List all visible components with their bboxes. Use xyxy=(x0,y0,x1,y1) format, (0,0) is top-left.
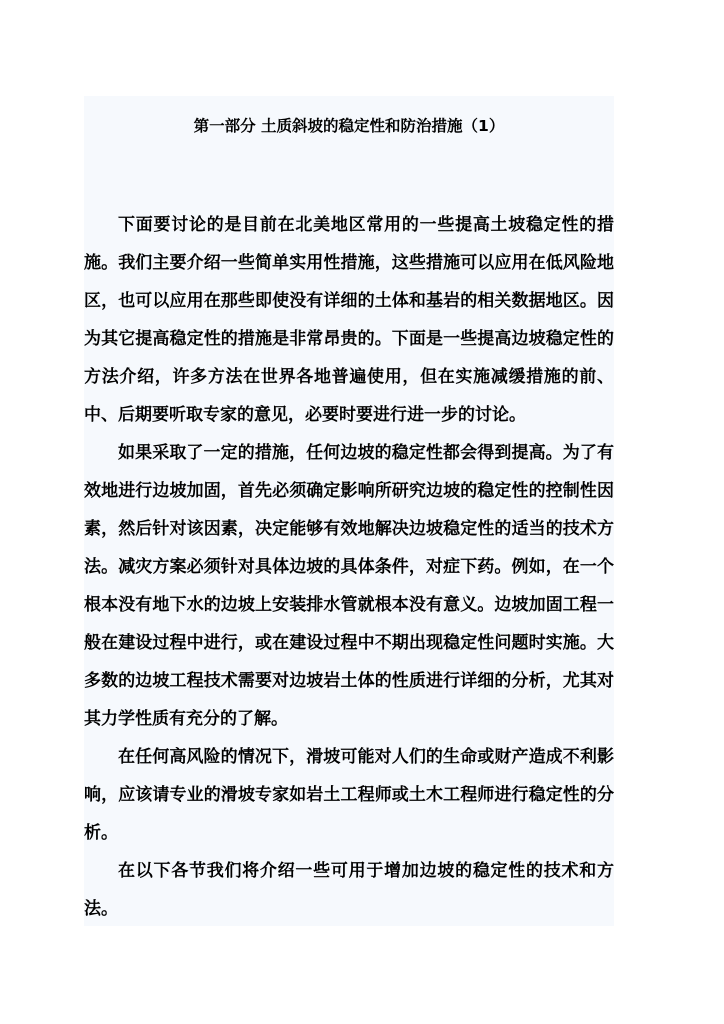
paragraph-1: 下面要讨论的是目前在北美地区常用的一些提高土坡稳定性的措施。我们主要介绍一些简单实用性措施，这些措施可以应用在低风险地区，也可以应用在那些即使没有详细的土体和基岩的相关数据地区。因为其它提高稳定性的措施是非常昂贵的。下面是一些提高边坡稳定性的方法介绍，许多方法在世界各地普遍使用，但在实施减缓措施的前、中、后期要听取专家的意见，必要时要进行进一步的讨论。 xyxy=(84,215,614,425)
paragraph-3: 在任何高风险的情况下，滑坡可能对人们的生命或财产造成不利影响，应该请专业的滑坡专家如岩土工程师或土木工程师进行稳定性的分析。 xyxy=(84,747,614,843)
paragraph-2: 如果采取了一定的措施，任何边坡的稳定性都会得到提高。为了有效地进行边坡加固，首先必须确定影响所研究边坡的稳定性的控制性因素，然后针对该因素，决定能够有效地解决边坡稳定性的适当的技术方法。减灾方案必须针对具体边坡的具体条件，对症下药。例如，在一个根本没有地下水的边坡上安装排水管就根本没有意义。边坡加固工程一般在建设过程中进行，或在建设过程中不期出现稳定性问题时实施。大多数的边坡工程技术需要对边坡岩土体的性质进行详细的分析，尤其对其力学性质有充分的了解。 xyxy=(84,443,614,729)
paragraph-4: 在以下各节我们将介绍一些可用于增加边坡的稳定性的技术和方法。 xyxy=(84,861,614,919)
document-title: 第一部分 土质斜坡的稳定性和防治措施（1） xyxy=(193,117,505,135)
document-body xyxy=(84,206,614,928)
document-page xyxy=(84,96,614,926)
